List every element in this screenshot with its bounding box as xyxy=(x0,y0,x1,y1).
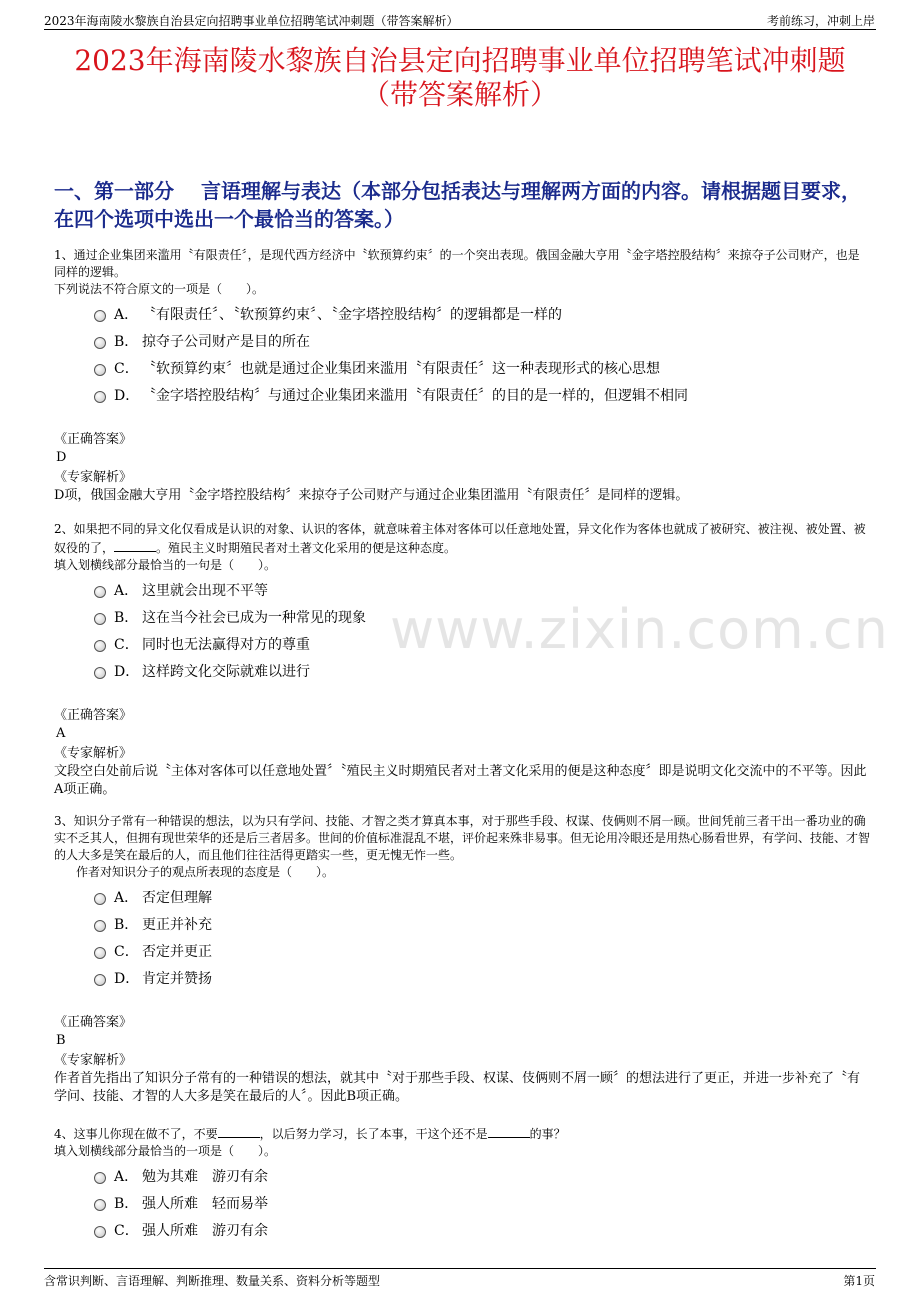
radio-button[interactable] xyxy=(94,337,106,349)
option-text: 勉为其难 游刃有余 xyxy=(142,1169,268,1185)
option-text: 更正并补充 xyxy=(142,917,212,933)
radio-button[interactable] xyxy=(94,1226,106,1238)
answer-label: 《正确答案》 xyxy=(54,1015,133,1030)
radio-button[interactable] xyxy=(94,586,106,598)
answer-label: 《正确答案》 xyxy=(54,432,133,447)
option-text: 否定但理解 xyxy=(142,890,212,906)
answer-value: D xyxy=(56,450,67,465)
option-letter: D． xyxy=(114,388,140,404)
option-letter: B． xyxy=(114,1196,139,1212)
option-letter: B． xyxy=(114,610,139,626)
fill-blank xyxy=(114,538,156,552)
option-letter: B． xyxy=(114,917,139,933)
option-text: 〝有限责任〞、〝软预算约束〞、〝金字塔控股结构〞的逻辑都是一样的 xyxy=(142,307,562,323)
option-a[interactable] xyxy=(54,581,870,608)
option-c[interactable] xyxy=(54,942,870,969)
document-title-line1: 2023年海南陵水黎族自治县定向招聘事业单位招聘笔试冲刺题 xyxy=(74,44,846,77)
radio-button[interactable] xyxy=(94,391,106,403)
radio-button[interactable] xyxy=(94,947,106,959)
watermark: www.zixin.com.cn xyxy=(390,598,889,661)
option-a[interactable] xyxy=(54,1167,870,1194)
radio-button[interactable] xyxy=(94,310,106,322)
question-prompt: 下列说法不符合原文的一项是（ ）。 xyxy=(54,282,265,296)
fill-blank-2 xyxy=(488,1124,530,1138)
option-d[interactable] xyxy=(54,662,870,689)
stem-text-after-blank: 。殖民主义时期殖民者对土著文化采用的便是这种态度。 xyxy=(156,541,457,555)
answer-value: B xyxy=(56,1033,66,1048)
analysis-text: 作者首先指出了知识分子常有的一种错误的想法，就其中〝对于那些手段、权谋、伎俩则不屑一顾〞的想法进行了更正，并进一步补充了〝有学问、技能、才智的人大多是笑在最后的人〞。因此B项正确。 xyxy=(54,1071,861,1104)
option-b[interactable] xyxy=(54,1194,870,1221)
stem-text-part2: ，以后努力学习，长了本事，干这个还不是 xyxy=(259,1127,488,1141)
option-text: 掠夺子公司财产是目的所在 xyxy=(142,334,310,350)
option-text: 强人所难 轻而易举 xyxy=(142,1196,268,1212)
option-text: 〝软预算约束〞也就是通过企业集团来滥用〝有限责任〞这一种表现形式的核心思想 xyxy=(142,361,660,377)
analysis-label: 《专家解析》 xyxy=(54,1053,133,1068)
option-list xyxy=(54,305,870,413)
stem-text-part3: 的事？ xyxy=(529,1127,566,1141)
option-a[interactable] xyxy=(54,305,870,332)
option-letter: C． xyxy=(114,944,139,960)
stem-text-part1: 4、这事儿你现在做不了，不要 xyxy=(54,1127,218,1141)
document-title-line2: （带答案解析） xyxy=(361,78,558,111)
fill-blank-1 xyxy=(218,1124,260,1138)
option-text: 这在当今社会已成为一种常见的现象 xyxy=(142,610,366,626)
question-prompt: 作者对知识分子的观点所表现的态度是（ ）。 xyxy=(76,865,335,879)
option-c[interactable] xyxy=(54,359,870,386)
header-doc-title: 2023年海南陵水黎族自治县定向招聘事业单位招聘笔试冲刺题（带答案解析） xyxy=(44,14,459,28)
analysis-label: 《专家解析》 xyxy=(54,470,133,485)
option-letter: A． xyxy=(114,1169,139,1185)
option-b[interactable] xyxy=(54,608,870,635)
option-letter: C． xyxy=(114,361,139,377)
analysis-label: 《专家解析》 xyxy=(54,746,133,761)
option-c[interactable] xyxy=(54,635,870,662)
question-stem: 3、知识分子常有一种错误的想法，以为只有学问、技能、才智之类才算真本事，对于那些手段、权谋、伎俩则不屑一顾。世间凭前三者干出一番功业的确实不乏其人，但拥有现世荣华的还是后三者居多。世间的价值标准混乱不堪，评价起来殊非易事。但无论用冷眼还是用热心肠看世界，有学问、技能、才智的人大多是笑在最后的人，而且他们往往活得更踏实一些，更无愧无怍一些。 xyxy=(54,814,871,862)
answer-label: 《正确答案》 xyxy=(54,708,133,723)
question-stem xyxy=(54,1124,870,1143)
question-4 xyxy=(54,1124,870,1248)
radio-button[interactable] xyxy=(94,974,106,986)
option-b[interactable] xyxy=(54,915,870,942)
option-letter: C． xyxy=(114,637,139,653)
question-stem xyxy=(54,521,870,557)
option-list xyxy=(54,581,870,689)
option-letter: C． xyxy=(114,1223,139,1239)
option-text: 〝金字塔控股结构〞与通过企业集团来滥用〝有限责任〞的目的是一样的，但逻辑不相同 xyxy=(142,388,688,404)
footer-rule xyxy=(44,1268,876,1269)
header-slogan: 考前练习，冲刺上岸 xyxy=(766,14,875,28)
question-2 xyxy=(54,521,870,799)
radio-button[interactable] xyxy=(94,613,106,625)
option-list xyxy=(54,1167,870,1248)
page-number: 第1页 xyxy=(843,1274,875,1288)
radio-button[interactable] xyxy=(94,364,106,376)
option-d[interactable] xyxy=(54,386,870,413)
option-text: 这样跨文化交际就难以进行 xyxy=(142,664,310,680)
analysis-text: D项，俄国金融大亨用〝金字塔控股结构〞来掠夺子公司财产与通过企业集团滥用〝有限责任〞是同样的逻辑。 xyxy=(54,488,689,503)
option-text: 同时也无法赢得对方的尊重 xyxy=(142,637,310,653)
option-letter: A． xyxy=(114,583,139,599)
footer-description: 含常识判断、言语理解、判断推理、数量关系、资料分析等题型 xyxy=(44,1274,381,1288)
section-heading: 一、第一部分 言语理解与表达（本部分包括表达与理解两方面的内容。请根据题目要求，在四个选项中选出一个最恰当的答案。） xyxy=(54,179,861,231)
option-b[interactable] xyxy=(54,332,870,359)
radio-button[interactable] xyxy=(94,667,106,679)
question-1 xyxy=(54,247,870,505)
question-prompt: 填入划横线部分最恰当的一项是（ ）。 xyxy=(54,1144,277,1158)
option-letter: D． xyxy=(114,971,140,987)
document-title xyxy=(44,44,876,112)
option-letter: D． xyxy=(114,664,140,680)
option-letter: A． xyxy=(114,307,139,323)
page-header xyxy=(0,0,920,30)
option-letter: A． xyxy=(114,890,139,906)
radio-button[interactable] xyxy=(94,1199,106,1211)
option-text: 强人所难 游刃有余 xyxy=(142,1223,268,1239)
radio-button[interactable] xyxy=(94,1172,106,1184)
question-stem: 1、通过企业集团来滥用〝有限责任〞，是现代西方经济中〝软预算约束〞的一个突出表现。俄国金融大亨用〝金字塔控股结构〞来掠夺子公司财产，也是同样的逻辑。 xyxy=(54,248,860,279)
header-rule xyxy=(44,29,876,30)
option-list xyxy=(54,888,870,996)
option-letter: B． xyxy=(114,334,139,350)
radio-button[interactable] xyxy=(94,640,106,652)
radio-button[interactable] xyxy=(94,893,106,905)
analysis-text: 文段空白处前后说〝主体对客体可以任意地处置〞〝殖民主义时期殖民者对土著文化采用的便是这种态度〞即是说明文化交流中的不平等。因此A项正确。 xyxy=(54,764,867,797)
question-prompt: 填入划横线部分最恰当的一句是（ ）。 xyxy=(54,558,277,572)
option-text: 这里就会出现不平等 xyxy=(142,583,268,599)
option-c[interactable] xyxy=(54,1221,870,1248)
option-text: 否定并更正 xyxy=(142,944,212,960)
stem-text-before-blank: 2、如果把不同的异文化仅看成是认识的对象、认识的客体，就意味着主体对客体可以任意地处置，异文化作为客体也就成了被研究、被注视、被处置、被奴役的了， xyxy=(54,522,866,555)
answer-value: A xyxy=(56,726,66,741)
question-3 xyxy=(54,813,870,1106)
option-d[interactable] xyxy=(54,969,870,996)
option-text: 肯定并赞扬 xyxy=(142,971,212,987)
radio-button[interactable] xyxy=(94,920,106,932)
option-a[interactable] xyxy=(54,888,870,915)
